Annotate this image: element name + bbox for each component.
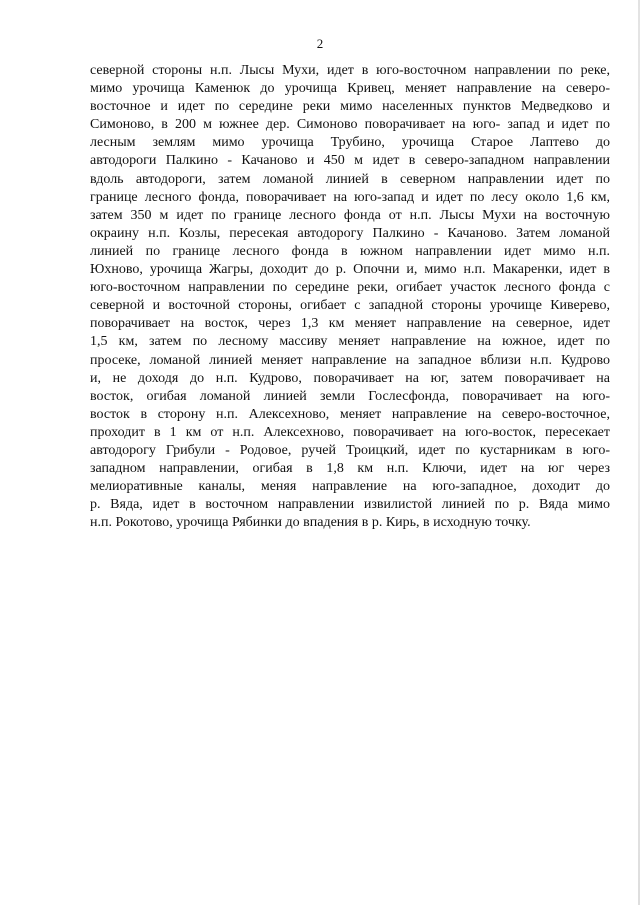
text-line: восточное и идет по середине реки мимо населенных пунктов Медведково и bbox=[90, 99, 610, 115]
text-line: северной стороны н.п. Лысы Мухи, идет в юго-восточном направлении по реке, bbox=[90, 63, 610, 78]
text-line: юго-восточном направлении по середине реки, огибает участок лесного фонда с bbox=[90, 280, 610, 296]
text-line: затем 350 м идет по границе лесного фонда от н.п. Лысы Мухи на восточную bbox=[90, 207, 610, 223]
text-line: проходит в 1 км от н.п. Алексехново, поворачивает на юго-восток, пересекает bbox=[90, 424, 610, 440]
text-line: окраину н.п. Козлы, пересекая автодорогу Палкино - Качаново. Затем ломаной bbox=[90, 225, 610, 241]
text-line: поворачивает на восток, через 1,3 км меняет направление на северное, идет bbox=[90, 316, 610, 332]
text-line: северной и восточной стороны, огибает с западной стороны урочище Киверево, bbox=[90, 298, 610, 314]
text-line: западном направлении, огибая в 1,8 км н.п. Ключи, идет на юг через bbox=[90, 461, 610, 477]
text-line: лесным землям мимо урочища Трубино, урочища Старое Лаптево до bbox=[90, 135, 610, 151]
text-line: мелиоративные каналы, меняя направление на юго-западное, доходит до bbox=[90, 479, 610, 495]
page-number: 2 bbox=[316, 36, 324, 51]
text-line: линией по границе лесного фонда в южном направлении идет мимо н.п. bbox=[90, 243, 610, 259]
text-line: мимо урочища Каменюк до урочища Кривец, меняет направление на северо- bbox=[90, 81, 610, 97]
text-line: и, не доходя до н.п. Кудрово, поворачивает на юг, затем поворачивает на bbox=[90, 370, 610, 386]
text-line: автодороги Палкино - Качаново и 450 м идет в северо-западном направлении bbox=[90, 153, 610, 169]
text-line: Юхново, урочища Жагры, доходит до р. Опочни и, мимо н.п. Макаренки, идет в bbox=[90, 262, 610, 278]
text-line: просеке, ломаной линией меняет направление на западное вблизи н.п. Кудрово bbox=[90, 352, 610, 368]
text-line-last: н.п. Рокотово, урочища Рябинки до впадения в р. Кирь, в исходную точку. bbox=[90, 515, 531, 531]
text-line: Симоново, в 200 м южнее дер. Симоново поворачивает на юго- запад и идет по bbox=[90, 117, 610, 133]
text-line: вдоль автодороги, затем ломаной линией в северном направлении идет по bbox=[90, 171, 610, 187]
body-paragraph bbox=[90, 62, 610, 532]
text-line: границе лесного фонда, поворачивает на юго-запад и идет по лесу около 1,6 км, bbox=[90, 189, 610, 205]
text-line: 1,5 км, затем по лесному массиву меняет направление на южное, идет по bbox=[90, 334, 610, 350]
text-line: восток в сторону н.п. Алексехново, меняет направление на северо-восточное, bbox=[90, 406, 610, 422]
text-line: восток, огибая ломаной линией земли Гослесфонда, поворачивает на юго- bbox=[90, 388, 610, 404]
text-line: автодорогу Грибули - Родовое, ручей Троицкий, идет по кустарникам в юго- bbox=[90, 442, 610, 458]
text-line: р. Вяда, идет в восточном направлении извилистой линией по р. Вяда мимо bbox=[90, 497, 610, 513]
